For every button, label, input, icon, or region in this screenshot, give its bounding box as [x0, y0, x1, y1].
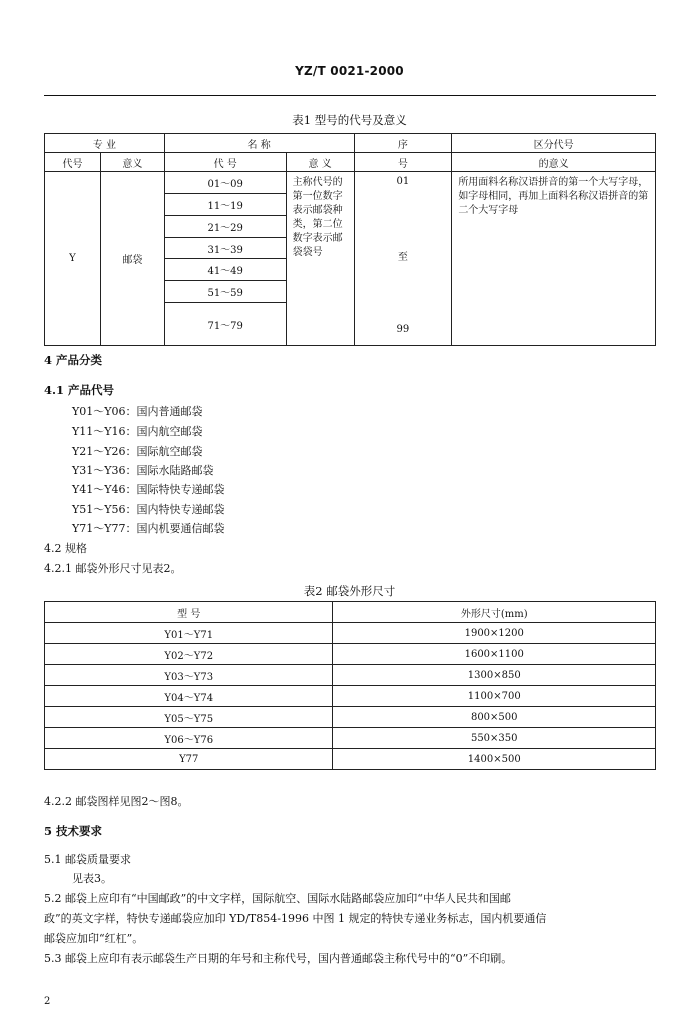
col-type: 型 号 — [45, 602, 333, 623]
section-5-2-line-3: 邮袋应加印“红杠”。 — [44, 932, 144, 945]
table-row — [45, 707, 656, 728]
table-row — [45, 665, 656, 686]
size-cell: 550×350 — [333, 728, 656, 749]
type-cell: Y77 — [45, 749, 333, 770]
col-distinguish-meaning: 的意义 — [452, 153, 656, 172]
col-name-meaning: 意 义 — [286, 153, 354, 172]
col-size: 外形尺寸(mm) — [333, 602, 656, 623]
size-cell: 1900×1200 — [333, 623, 656, 644]
section-4-2-1-text: 4.2.1 邮袋外形尺寸见表2。 — [44, 562, 182, 575]
size-cell: 1100×700 — [333, 686, 656, 707]
type-code-cell: 11～19 — [164, 194, 286, 216]
size-cell: 800×500 — [333, 707, 656, 728]
size-cell: 1600×1100 — [333, 644, 656, 665]
table1-header-row-1 — [45, 134, 656, 153]
table1-caption: 表1 型号的代号及意义 — [292, 113, 407, 127]
type-cell: Y04～Y74 — [45, 686, 333, 707]
col-code: 代号 — [45, 153, 101, 172]
header-rule — [44, 95, 656, 96]
section-4-heading: 4 产品分类 — [44, 353, 103, 367]
list-item: Y41～Y46：国际特快专递邮袋 — [72, 483, 225, 496]
type-code-cell: 21～29 — [164, 216, 286, 238]
col-type-code: 代 号 — [164, 153, 286, 172]
table-row — [45, 172, 656, 194]
type-code-cell: 01～09 — [164, 172, 286, 194]
col-serial-2: 号 — [354, 153, 452, 172]
col-meaning: 意义 — [100, 153, 164, 172]
type-code-cell: 31～39 — [164, 238, 286, 259]
section-5-3-text: 5.3 邮袋上应印有表示邮袋生产日期的年号和主称代号，国内普通邮袋主称代号中的“0”不印刷。 — [44, 952, 513, 965]
table-row — [45, 686, 656, 707]
list-item: Y01～Y06：国内普通邮袋 — [72, 405, 203, 418]
type-cell: Y06～Y76 — [45, 728, 333, 749]
type-code-cell: 41～49 — [164, 259, 286, 281]
table-row — [45, 728, 656, 749]
serial-cell — [354, 172, 452, 346]
table2 — [44, 601, 656, 770]
table1 — [44, 133, 656, 346]
type-cell: Y05～Y75 — [45, 707, 333, 728]
table1-header-row-2 — [45, 153, 656, 172]
section-5-1-heading: 5.1 邮袋质量要求 — [44, 853, 131, 866]
type-code-cell: 71～79 — [164, 303, 286, 346]
table-row — [45, 749, 656, 770]
table-row — [45, 644, 656, 665]
serial-mid: 至 — [397, 252, 408, 263]
col-serial: 序 — [354, 134, 452, 153]
page-number: 2 — [44, 996, 51, 1007]
type-cell: Y03～Y73 — [45, 665, 333, 686]
section-5-2-line-2: 政”的英文字样，特快专递邮袋应加印 YD/T854-1996 中图 1 规定的特快专递业务标志，国内机要通信 — [44, 912, 547, 925]
serial-end: 99 — [396, 324, 410, 335]
list-item: Y31～Y36：国际水陆路邮袋 — [72, 464, 214, 477]
section-4-1-heading: 4.1 产品代号 — [44, 383, 115, 397]
list-item: Y71～Y77：国内机要通信邮袋 — [72, 522, 225, 535]
type-cell: Y02～Y72 — [45, 644, 333, 665]
list-item: Y21～Y26：国际航空邮袋 — [72, 445, 203, 458]
specialty-meaning: 邮袋 — [100, 172, 164, 346]
section-5-1-text: 见表3。 — [72, 872, 112, 885]
type-cell: Y01～Y71 — [45, 623, 333, 644]
serial-start: 01 — [396, 176, 410, 187]
name-meaning-text: 主称代号的第一位数字表示邮袋种类，第二位数字表示邮袋袋号 — [286, 172, 354, 346]
list-item: Y51～Y56：国内特快专递邮袋 — [72, 503, 225, 516]
table2-header-row — [45, 602, 656, 623]
col-specialty: 专 业 — [45, 134, 165, 153]
table2-caption: 表2 邮袋外形尺寸 — [303, 584, 396, 598]
table-row — [45, 623, 656, 644]
size-cell: 1400×500 — [333, 749, 656, 770]
section-4-2-2-text: 4.2.2 邮袋图样见图2～图8。 — [44, 795, 189, 808]
size-cell: 1300×850 — [333, 665, 656, 686]
section-5-2-line-1: 5.2 邮袋上应印有“中国邮政”的中文字样，国际航空、国际水陆路邮袋应加印“中华人民共和国邮 — [44, 892, 511, 905]
type-code-cell: 51～59 — [164, 281, 286, 303]
section-5-heading: 5 技术要求 — [44, 824, 103, 838]
section-4-2-heading: 4.2 规格 — [44, 542, 87, 555]
standard-code: YZ/T 0021-2000 — [295, 64, 404, 78]
specialty-code: Y — [45, 172, 101, 346]
col-distinguish-code: 区分代号 — [452, 134, 656, 153]
list-item: Y11～Y16：国内航空邮袋 — [72, 425, 203, 438]
col-name: 名 称 — [164, 134, 354, 153]
distinguish-text: 所用面料名称汉语拼音的第一个大写字母，如字母相同，再加上面料名称汉语拼音的第二个大写字母 — [452, 172, 656, 346]
